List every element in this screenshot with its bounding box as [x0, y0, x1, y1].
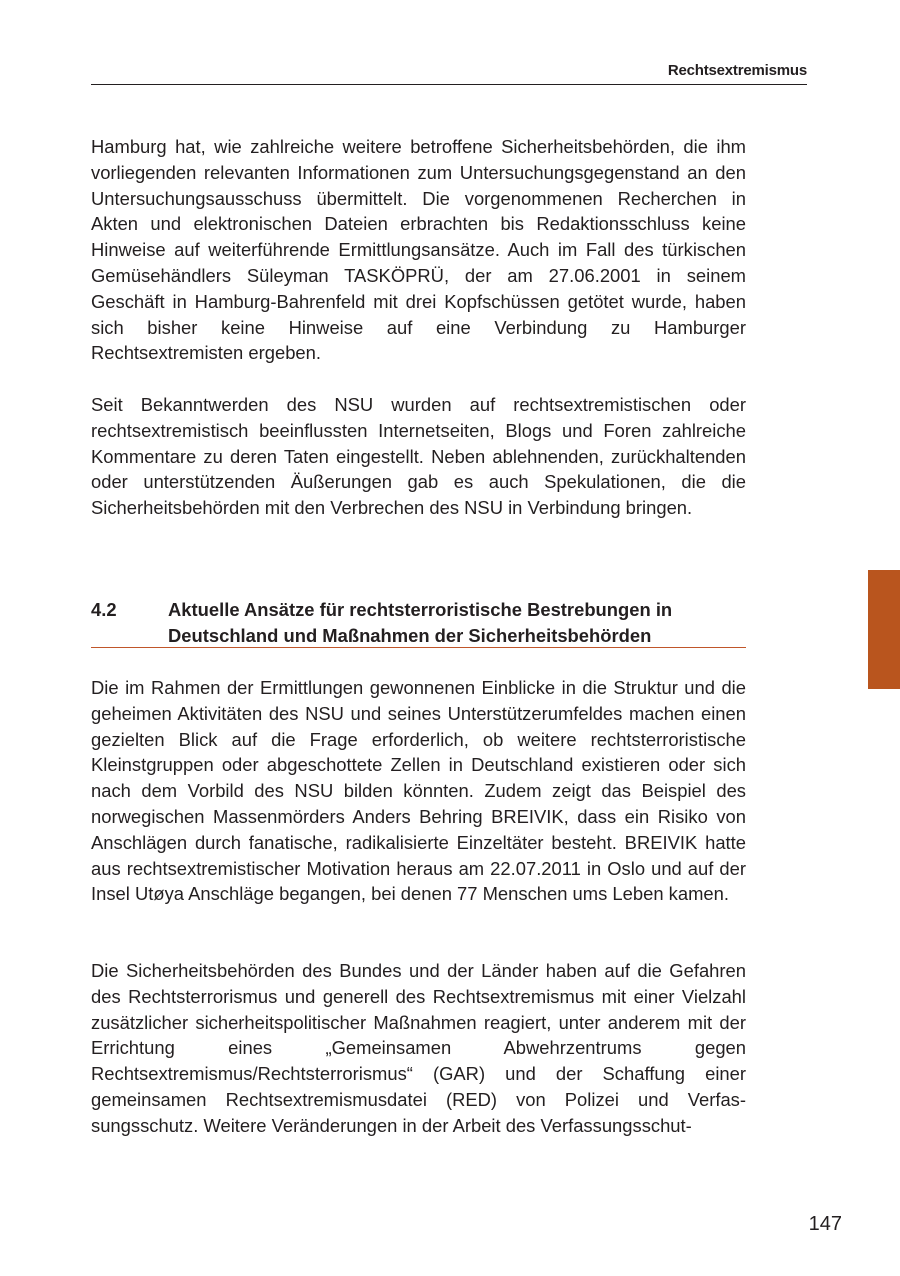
paragraph-nsu-comments: Seit Bekanntwerden des NSU wurden auf rechtsextremistischen oder rechtsextremistisch beeinflussten Internetseiten, Blogs und Foren zahlreiche Kommentare zu deren Taten eingestellt. Neben ablehnenden, zurückhaltenden oder unterstützenden Äußerungen gab es auch Spekulationen, die die Sicherheitsbehörden mit den Verbrechen des NSU in Verbindung bringen.: [91, 394, 746, 519]
running-header-title: Rechtsextremismus: [667, 62, 807, 79]
section-heading: [91, 597, 746, 648]
page-number: 147: [808, 1213, 842, 1235]
paragraph-security-measures: Die Sicherheitsbehörden des Bundes und der Länder haben auf die Gefahren des Rechtsterrorismus und generell des Rechtsextremismus mit einer Vielzahl zusätzlicher sicherheitspolitischer Maßnahmen reagiert, unter anderem mit der Errichtung eines „Gemeinsamen Abwehrzentrums gegen Rechtsextremismus/Rechtsterrorismus“ (GAR) und der Schaffung einer gemeinsamen Rechtsextremismusdatei (RED) von Polizei und Verfassungsschutz. Weitere Veränderungen in der Arbeit des Verfassungsschut-: [91, 960, 746, 1136]
paragraph-hamburg: Hamburg hat, wie zahlreiche weitere betroffene Sicherheitsbehörden, die ihm vorliegenden relevanten Informationen zum Untersuchungsgegenstand an den Untersuchungsausschuss übermittelt. Die vorgenommenen Recherchen in Akten und elektronischen Dateien erbrachten bis Redaktionsschluss keine Hinweise auf weiterführende Ermittlungsansätze. Auch im Fall des türkischen Gemüsehändlers Süleyman TASKÖPRÜ, der am 27.06.2001 in seinem Geschäft in Hamburg-Bahrenfeld mit drei Kopfschüssen getötet wurde, haben sich bisher keine Hinweise auf eine Verbindung zu Hamburger Rechtsextremisten ergeben.: [91, 136, 746, 364]
section-title: Aktuelle Ansätze für rechtsterroristische Bestrebungen in Deutschland und Maßnahmen der Sicherheitsbehörden: [168, 599, 673, 646]
chapter-thumb-tab: [868, 570, 900, 689]
paragraph-investigations: Die im Rahmen der Ermittlungen gewonnenen Einblicke in die Struktur und die geheimen Aktivitäten des NSU und seines Unterstützerumfeldes machen einen gezielten Blick auf die Frage erforderlich, ob weitere rechtsterroristische Kleinstgruppen oder abgeschottete Zellen in Deutschland existieren oder sich nach dem Vorbild des NSU bilden könnten. Zudem zeigt das Beispiel des norwegischen Massenmörders Anders Behring BREIVIK, dass ein Risiko von Anschlägen durch fanatische, radikalisierte Einzeltäter besteht. BREIVIK hatte aus rechtsextremistischer Motivation heraus am 22.07.2011 in Oslo und auf der Insel Utøya Anschläge begangen, bei denen 77 Menschen ums Leben kamen.: [91, 677, 746, 905]
running-header: [91, 62, 807, 85]
section-number: 4.2: [91, 599, 117, 620]
